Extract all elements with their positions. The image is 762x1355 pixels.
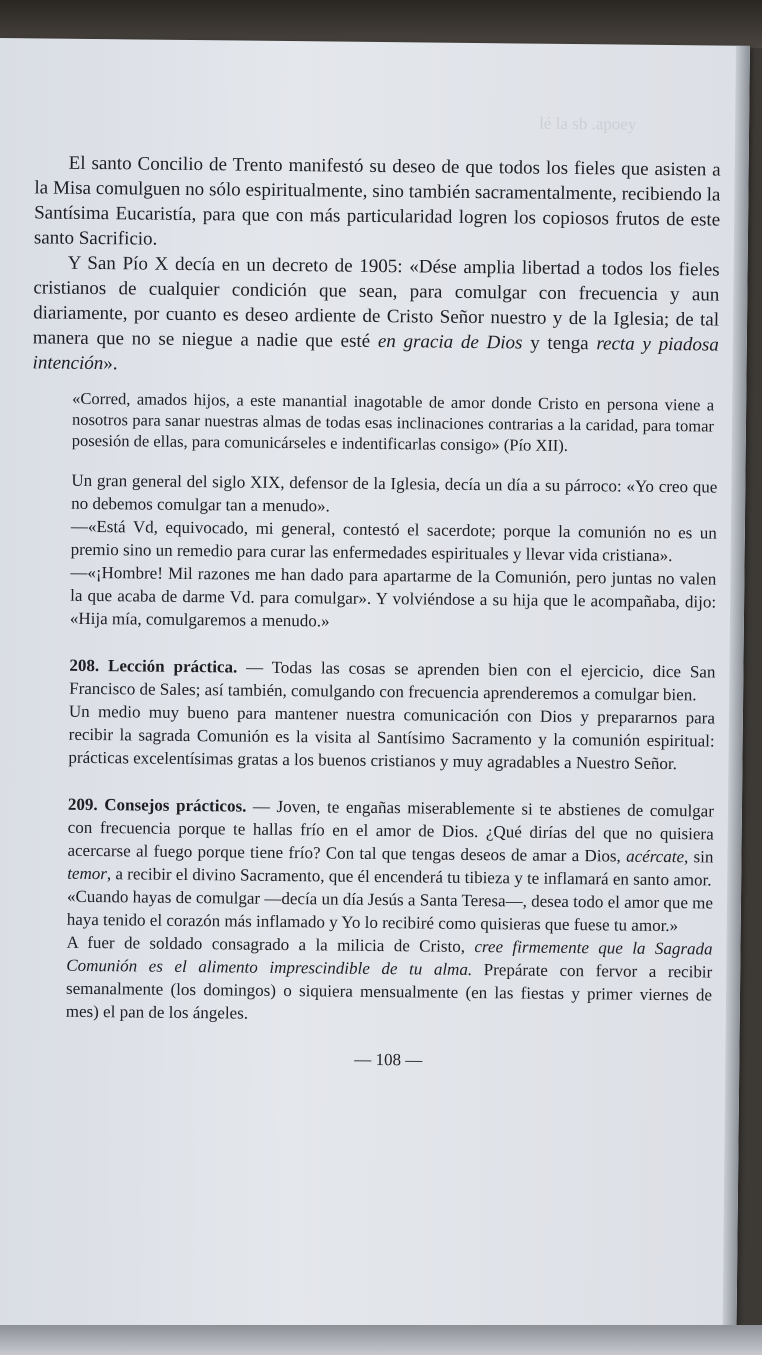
pio-x-text-end: ». <box>103 353 118 375</box>
book-page <box>0 38 750 1336</box>
quote-pio-xii: «Corred, amados hijos, a este manantial inagotable de amor donde Cristo en persona viene a nosotros para sanar nuestras almas de todas esas inclinaciones contrarias a la caridad, para tomar posesión de ellas, para comunicárseles e indentificarlas consigo» (Pío XII). <box>71 388 715 455</box>
photo-bottom-edge <box>0 1325 762 1355</box>
anecdote-general: Un gran general del siglo XIX, defensor de la Iglesia, decía un día a su párroco: «Yo creo que no debemos comulgar tan a menudo». <box>71 470 718 516</box>
section-209-final-italic: cree firmemente que la Sagrada Comunión es el alimento imprescindible de tu alma. <box>66 937 713 979</box>
paragraph-pio-x <box>32 250 719 382</box>
section-209-quote-teresa: «Cuando hayas de comulgar —decía un día Jesús a Santa Teresa—, desea todo el amor que me haya tenido el corazón más inflamado y Yo lo recibiré como quisieras que fuese tu amor.» <box>66 886 714 936</box>
pio-x-text-mid: y tenga <box>522 332 597 355</box>
section-208-paragraph-2: Un medio muy bueno para mantener nuestra comunicación con Dios y prepararnos para recibir la sagrada Comunión es la visita al Santísimo Sacramento y la comunión espiritual: prácticas excelentísimas gratas a los buenos cristianos y muy agradables a Nuestro Señor. <box>68 701 716 774</box>
page-number: — 108 — <box>354 1049 423 1070</box>
section-209-text-b: , sin <box>683 847 714 867</box>
section-209-text-c: , a recibir el divino Sacramento, que él encenderá tu tibieza y te inflamará en santo amor. <box>106 864 712 890</box>
section-208-text: — Todas las cosas se aprenden bien con el ejercicio, dice San Francisco de Sales; así también, comulgando con frecuencia aprenderemos a comulgar bien. <box>69 657 716 705</box>
section-209 <box>27 792 714 891</box>
pio-x-text-start: Y San Pío X decía en un decreto de 1905: «Dése amplia libertad a todos los fieles cristianos de cualquier condición que sean, para comulgar con frecuencia y aun diariamente, por cuanto es deseo ardiente de Cristo Señor nuestro y de la Iglesia; de tal manera que no se niegue a nadie que esté <box>32 252 720 352</box>
section-209-final-a: A fuer de soldado consagrado a la milicia de Cristo, <box>66 932 475 957</box>
anecdote-priest-reply: —«Está Vd, equivocado, mi general, contestó el sacerdote; porque la comunión no es un premio sino un remedio para curar las enfermedades espirituales y llevar vida cristiana». <box>70 516 717 566</box>
pio-x-italic-gracia: en gracia de Dios <box>377 330 523 354</box>
page-edge-shadow <box>722 46 750 1336</box>
anecdote-general-reply: —«¡Hombre! Mil razones me han dado para apartarme de la Comunión, pero juntas no valen la que acaba de darme Vd. para comulgar». Y volviéndose a su hija que le acompañaba, dijo: «Hija mía, comulgaremos a menudo.» <box>69 562 717 631</box>
section-209-text-a: — Joven, te engañas miserablemente si te abstienes de comulgar con frecuencia porque te hallas frío en el amor de Dios. ¿Qué dirías del que no quisiera acercarse al fuego porque tiene frío? Con tal que tengas deseos de amar a Dios, <box>67 796 715 866</box>
paragraph-trento: El santo Concilio de Trento manifestó su deseo de que todos los fieles que asisten a la Misa comulguen no sólo espiritualmente, sino también sacramentalmente, recibiendo la Santísima Eucaristía, para que con más particularidad logren los copiosos frutos de este santo Sacrificio. <box>33 152 721 250</box>
section-209-heading: 209. Consejos prácticos. <box>67 794 247 816</box>
section-208 <box>29 653 715 706</box>
section-209-italic-acercate: acércate <box>626 846 685 867</box>
section-208-heading: 208. Lección práctica. <box>69 655 238 677</box>
section-209-italic-temor: temor <box>67 863 108 884</box>
bleed-through-text: lé la sb .apoey <box>539 113 637 134</box>
section-209-final-b: Prepárate con fervor a recibir semanalmente (los domingos) o siquiera mensualmente (en las fiestas y primer viernes de mes) el pan de los ángeles. <box>65 959 713 1023</box>
page-content <box>25 150 721 1073</box>
section-209-final <box>26 930 713 1029</box>
pio-x-italic-intencion: recta y piadosa intención <box>32 333 719 375</box>
